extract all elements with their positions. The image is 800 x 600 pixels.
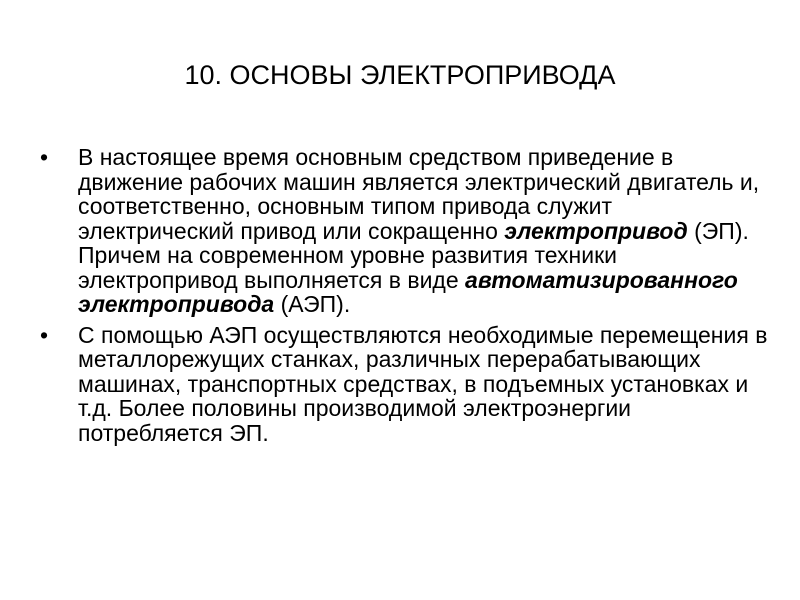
bullet-2-text: С помощью АЭП осуществляются необходимые перемещения в металлорежущих станках, различных перерабатывающих машинах, транспортных средствах, в подъемных установках и т.д. Более половины производимой электроэнергии потребляется ЭП. [78,321,768,446]
bullet-item-2 [40,323,770,446]
slide-title: 10. ОСНОВЫ ЭЛЕКТРОПРИВОДА [184,60,616,90]
bullet-item-1 [40,145,770,317]
bullet-1-segment-2: (ЭП). Причем на современном уровне развития техники электропривод выполняется в виде [78,217,749,293]
bullet-list [40,145,770,451]
bullet-1-segment-1: В настоящее время основным средством приведение в движение рабочих машин является электрический двигатель и, соответственно, основным типом привода служит электрический привод или сокращенно [78,144,760,244]
term-electric-drive: электропривод [504,217,688,244]
term-automated-electric-drive: автоматизированного электропривода [78,266,738,317]
bullet-1-segment-3: (АЭП). [274,291,351,317]
bullet-1-text [78,144,759,317]
bullet-dot-icon: • [40,144,49,170]
bullet-dot-icon: • [40,321,49,348]
